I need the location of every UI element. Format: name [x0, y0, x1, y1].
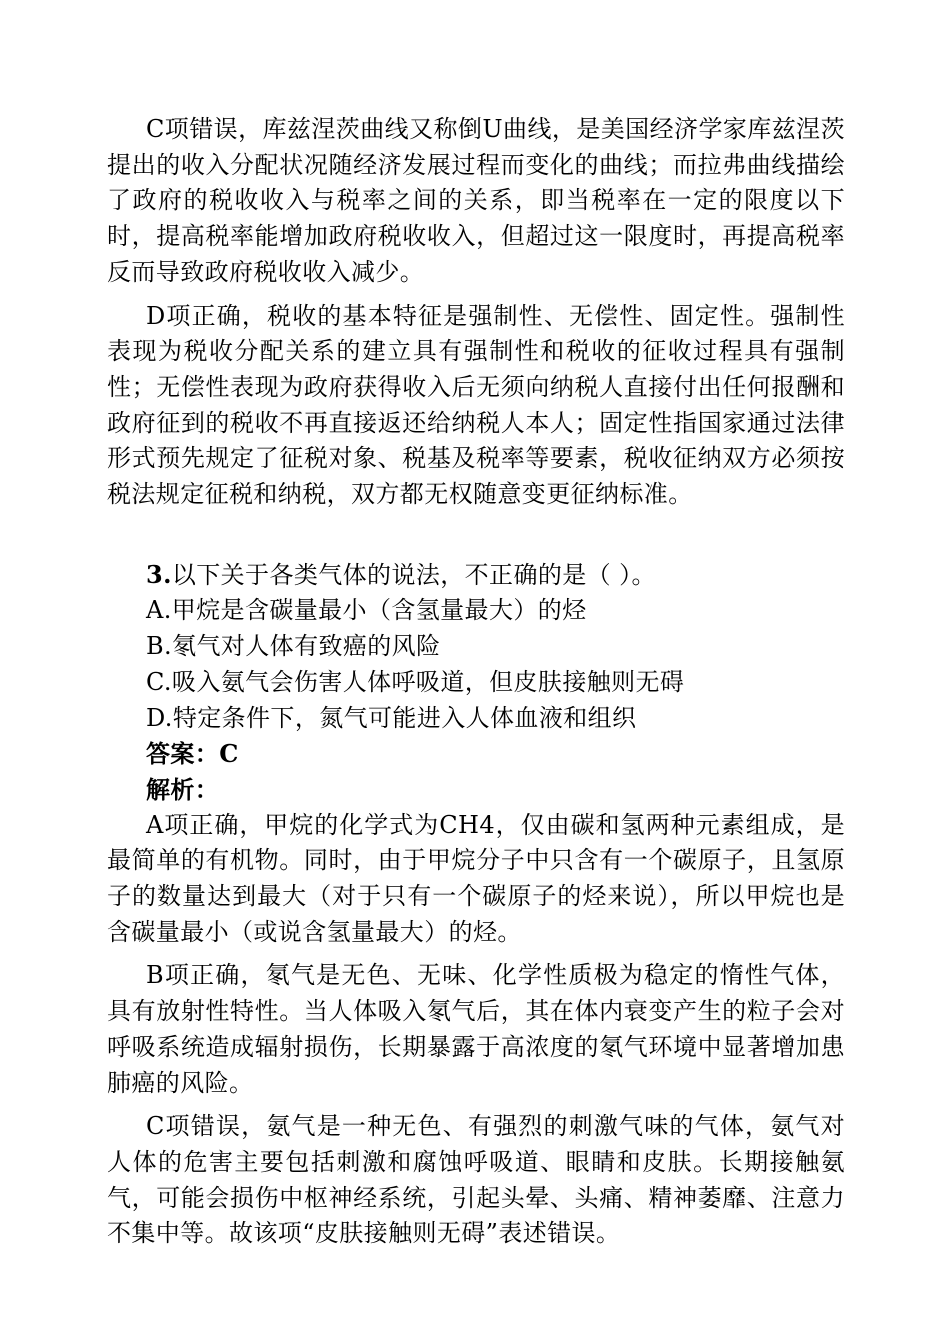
- answer-label: 答案：C: [146, 739, 239, 769]
- paragraph-spacer: [107, 291, 845, 299]
- explanation-paragraph-d: D项正确，税收的基本特征是强制性、无偿性、固定性。强制性表现为税收分配关系的建立具有强制性和税收的征收过程具有强制性；无偿性表现为政府获得收入后无须向纳税人直接付出任何报酬和政府征到的税收不再直接返还给纳税人本人；固定性指国家通过法律形式预先规定了征税对象、税基及税率等要素，税收征纳双方必须按税法规定征税和纳税，双方都无权随意变更征纳标准。: [107, 301, 845, 509]
- option-c: C.吸入氨气会伤害人体呼吸道，但皮肤接触则无碍: [146, 667, 685, 696]
- analysis-paragraph-b: B项正确，氡气是无色、无味、化学性质极为稳定的惰性气体，具有放射性特性。当人体吸入氡气后，其在体内衰变产生的粒子会对呼吸系统造成辐射损伤，长期暴露于高浓度的氡气环境中显著增加患肺癌的风险。: [107, 961, 845, 1097]
- analysis-paragraph-c: C项错误，氨气是一种无色、有强烈的刺激气味的气体，氨气对人体的危害主要包括刺激和腐蚀呼吸道、眼睛和皮肤。长期接触氨气，可能会损伤中枢神经系统，引起头晕、头痛、精神萎靡、注意力不集中等。故该项“皮肤接触则无碍”表述错误。: [107, 1112, 845, 1248]
- question-text: 以下关于各类气体的说法，不正确的是（ ）。: [171, 560, 656, 589]
- document-page: [107, 112, 845, 1252]
- paragraph-spacer: [107, 1101, 845, 1109]
- question-stem: [107, 557, 845, 594]
- section-spacer: [107, 513, 845, 557]
- paragraph-spacer: [107, 950, 845, 958]
- option-a: A.甲烷是含碳量最小（含氢量最大）的烃: [146, 596, 587, 625]
- analysis-paragraph-a: A项正确，甲烷的化学式为CH4，仅由碳和氢两种元素组成，是最简单的有机物。同时，由于甲烷分子中只含有一个碳原子，且氢原子的数量达到最大（对于只有一个碳原子的烃来说），所以甲烷也是含碳量最小（或说含氢量最大）的烃。: [107, 810, 845, 946]
- analysis-label: 解析：: [146, 774, 220, 804]
- explanation-paragraph-c: C项错误，库兹涅茨曲线又称倒U曲线，是美国经济学家库兹涅茨提出的收入分配状况随经济发展过程而变化的曲线；而拉弗曲线描绘了政府的税收收入与税率之间的关系，即当税率在一定的限度以下时，提高税率能增加政府税收收入，但超过这一限度时，再提高税率反而导致政府税收收入减少。: [107, 115, 845, 286]
- option-b: B.氡气对人体有致癌的风险: [146, 632, 441, 661]
- option-d: D.特定条件下，氮气可能进入人体血液和组织: [146, 703, 637, 732]
- question-number: 3.: [146, 559, 172, 589]
